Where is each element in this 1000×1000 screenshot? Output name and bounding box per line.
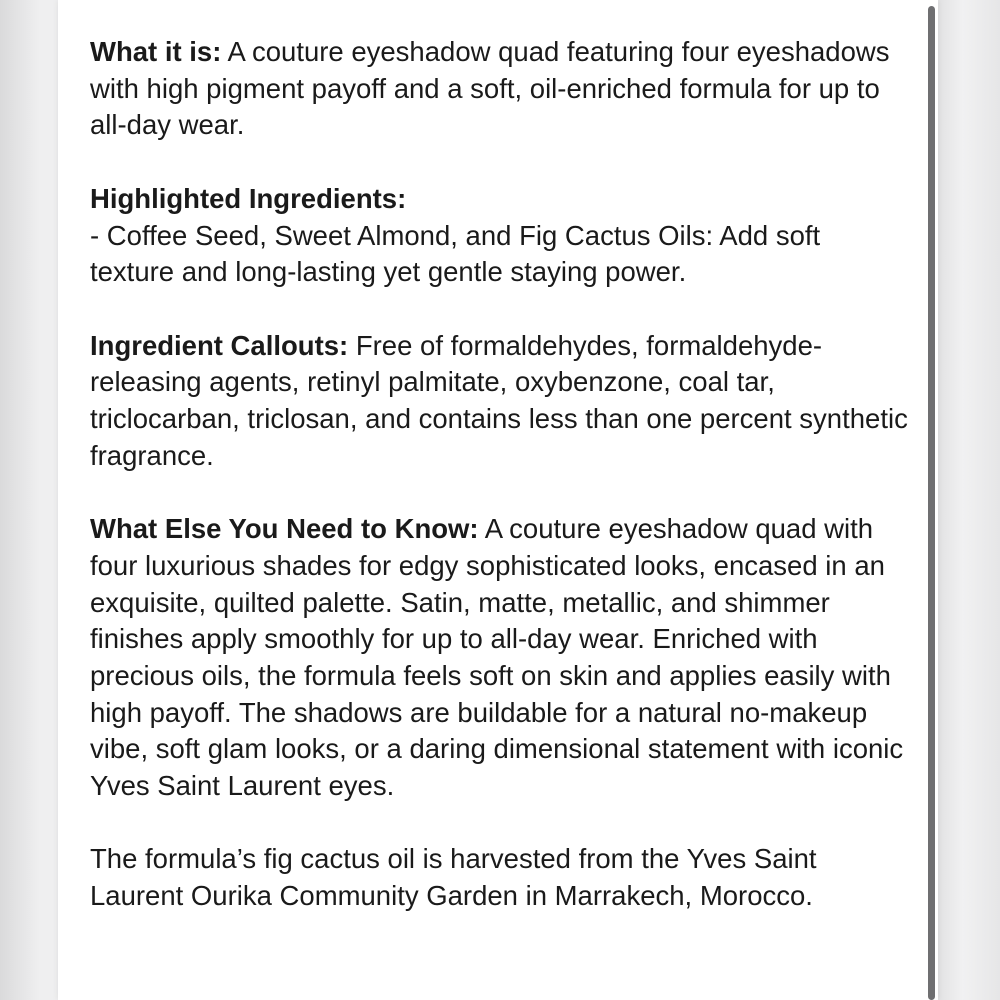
vertical-scrollbar[interactable] — [928, 6, 935, 1000]
fig-cactus-paragraph — [90, 841, 910, 914]
what-else-text: A couture eyeshadow quad with four luxurious shades for edgy sophisticated looks, encased in an exquisite, quilted palette. Satin, matte, metallic, and shimmer finishes apply smoothly for up to all-day wear. Enriched with precious oils, the formula feels soft on skin and applies easily with high payoff. The shadows are buildable for a natural no-makeup vibe, soft glam looks, or a daring dimensional statement with iconic Yves Saint Laurent eyes. — [90, 513, 904, 802]
ingredient-callouts-label: Ingredient Callouts: — [90, 329, 349, 361]
what-else-label: What Else You Need to Know: — [90, 513, 479, 545]
highlighted-ingredients-text: - Coffee Seed, Sweet Almond, and Fig Cactus Oils: Add soft texture and long-lasting yet gentle staying power. — [90, 219, 821, 288]
ingredient-callouts-text: Free of formaldehydes, formaldehyde-releasing agents, retinyl palmitate, oxybenzone, coal tar, triclocarban, triclosan, and contains less than one percent synthetic fragrance. — [90, 329, 908, 471]
ingredient-callouts-paragraph — [90, 328, 910, 475]
what-else-paragraph — [90, 511, 910, 805]
highlighted-ingredients-paragraph — [90, 181, 910, 291]
what-it-is-label: What it is: — [90, 36, 222, 67]
what-it-is-paragraph — [90, 34, 910, 144]
product-description — [90, 34, 910, 952]
right-margin — [938, 0, 1000, 1000]
highlighted-ingredients-label: Highlighted Ingredients: — [90, 182, 407, 214]
fig-cactus-text: The formula’s fig cactus oil is harvested from the Yves Saint Laurent Ourika Community Garden in Marrakech, Morocco. — [90, 843, 817, 912]
what-it-is-text: A couture eyeshadow quad featuring four eyeshadows with high pigment payoff and a soft, oil-enriched formula for up to all-day wear. — [90, 36, 890, 141]
